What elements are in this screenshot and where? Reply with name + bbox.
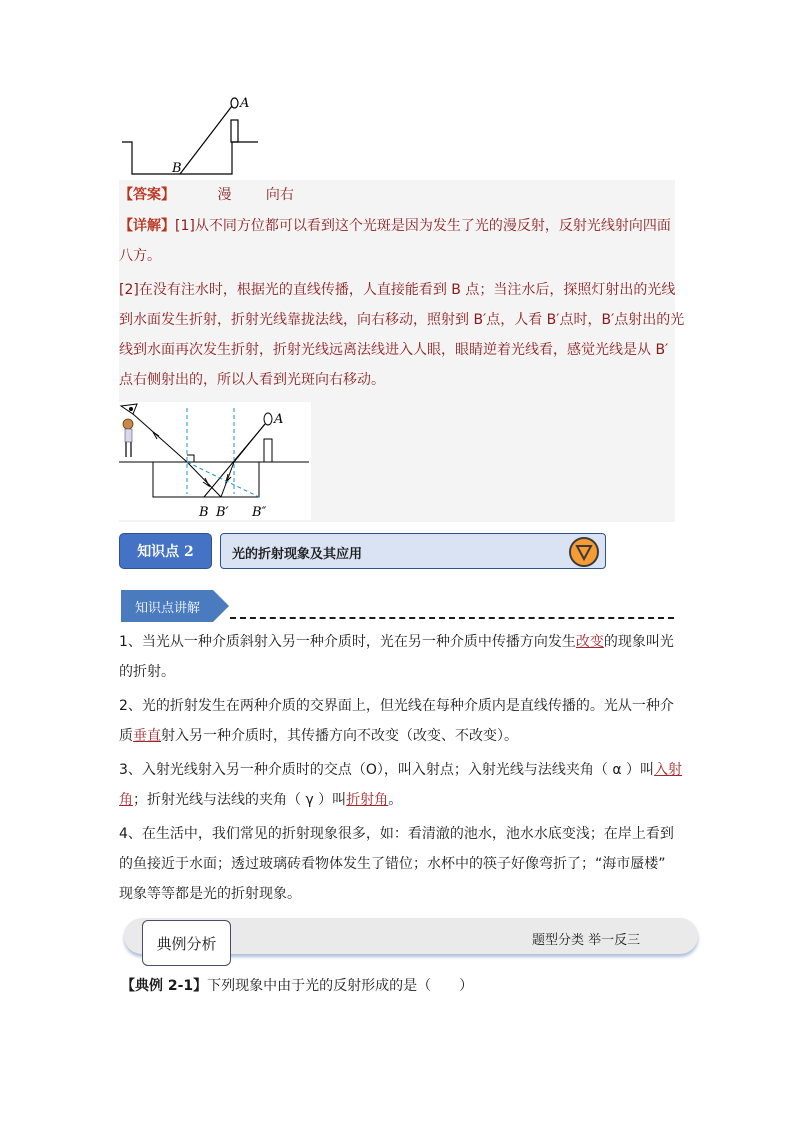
point-4-line-1: 4、在生活中，我们常见的折射现象很多，如：看清澈的池水，池水水底变浅；在岸上看到 xyxy=(119,826,674,842)
answer-line xyxy=(119,185,294,205)
point-2-text-end: 射入另一种介质时，其传播方向不改变（改变、不改变）。 xyxy=(161,728,518,744)
knowledge-point-bar[interactable] xyxy=(220,533,606,569)
detail-line-5: 线到水面再次发生折射，折射光线远离法线进入人眼，眼睛逆着光线看，感觉光线是从 B′ xyxy=(119,342,669,358)
point-3-keyword-1: 入射 xyxy=(654,762,683,778)
point-2-line-1: 2、光的折射发生在两种介质的交界面上，但光线在每种介质内是直线传播的。光从一种介 xyxy=(119,698,674,714)
answer-tag: 【答案】 xyxy=(119,187,175,203)
point-4-line-3: 现象等等都是光的折射现象。 xyxy=(119,886,301,902)
figure-refraction-diagram xyxy=(119,402,311,520)
label-b-prime: B′ xyxy=(216,505,229,520)
example-question-text: 下列现象中由于光的反射形成的是（ ） xyxy=(207,978,474,994)
example-badge: 典例分析 xyxy=(142,920,231,966)
point-2-keyword: 垂直 xyxy=(133,728,161,744)
figure-top-diagram xyxy=(118,92,268,182)
label-b: B xyxy=(199,505,209,520)
point-1-text-end: 的现象叫光 xyxy=(603,634,674,650)
knowledge-point-badge: 知识点 2 xyxy=(119,533,212,569)
point-2-text: 质 xyxy=(119,728,133,744)
point-1-keyword: 改变 xyxy=(575,634,604,650)
detail-line-1 xyxy=(119,216,671,236)
section-divider xyxy=(230,617,674,619)
point-3-keyword-1-end: 角 xyxy=(119,792,133,808)
point-3-text: 3、入射光线射入另一种介质时的交点（O），叫入射点；入射光线与法线夹角（ α ）叫 xyxy=(119,762,655,778)
point-3-keyword-2: 折射角 xyxy=(346,792,389,808)
label-a: A xyxy=(240,96,250,111)
detail-line-2: 八方。 xyxy=(119,248,161,264)
answer-value-2: 向右 xyxy=(265,187,294,203)
eye-icon xyxy=(121,404,137,414)
point-3-text-end: 。 xyxy=(388,792,403,808)
example-question xyxy=(121,976,473,996)
point-1-line-2: 的折射。 xyxy=(119,664,175,680)
answer-value-1: 漫 xyxy=(217,187,232,203)
example-banner-subtitle: 题型分类 举一反三 xyxy=(532,933,641,948)
label-b-double-prime: B″ xyxy=(252,505,267,520)
point-4-line-2: 的鱼接近于水面；透过玻璃砖看物体发生了错位；水杯中的筷子好像弯折了；“海市蜃楼” xyxy=(119,856,666,872)
person-figure xyxy=(123,419,133,457)
label-b: B xyxy=(172,161,182,176)
detail-line-4: 到水面发生折射，折射光线靠拢法线，向右移动，照射到 B′点，人看 B′点时，B′点射出的光 xyxy=(119,312,685,328)
detail-text-1: [1]从不同方位都可以看到这个光斑是因为发生了光的漫反射，反射光线射向四面 xyxy=(175,218,671,234)
answer-block xyxy=(119,180,685,522)
detail-line-6: 点右侧射出的，所以人看到光斑向右移动。 xyxy=(119,372,385,388)
point-1-text: 1、当光从一种介质斜射入另一种介质时，光在另一种介质中传播方向发生 xyxy=(119,634,576,650)
detail-line-3: [2]在没有注水时，根据光的直线传播，人直接能看到 B 点；当注水后，探照灯射出的光线 xyxy=(119,282,676,298)
section-tab-label: 知识点讲解 xyxy=(135,601,201,616)
detail-tag: 【详解】 xyxy=(119,218,175,234)
example-question-tag: 【典例 2-1】 xyxy=(121,978,208,994)
label-a: A xyxy=(274,412,284,427)
chevron-down-icon[interactable] xyxy=(569,537,599,567)
knowledge-point-title: 光的折射现象及其应用 xyxy=(232,547,363,562)
point-3-text-2: ；折射光线与法线的夹角（ γ ）叫 xyxy=(133,792,347,808)
